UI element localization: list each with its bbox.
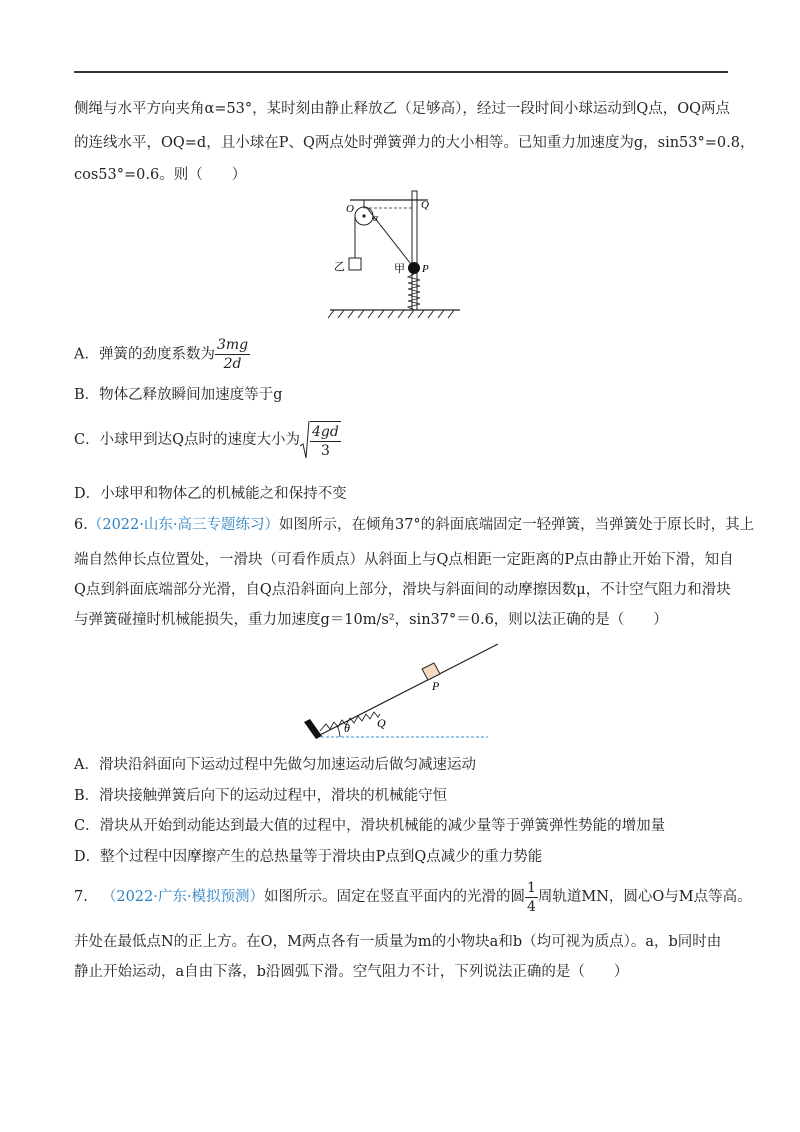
q6-option-c: C．滑块从开始到动能达到最大值的过程中，滑块机械能的减少量等于弹簧弹性势能的增加量 <box>74 818 666 834</box>
q6-line-2: 端自然伸长点位置处，一滑块（可看作质点）从斜面上与Q点相距一定距离的P点由静止开始下滑，知自 <box>74 552 734 568</box>
label-p: P <box>432 679 440 693</box>
q6-option-d: D．整个过程中因摩擦产生的总热量等于滑块由P点到Q点减少的重力势能 <box>74 849 543 865</box>
q6-text: 如图所示，在倾角37°的斜面底端固定一轻弹簧，当弹簧处于原长时，其上 <box>278 517 755 533</box>
frac-denominator: 4 <box>526 898 536 915</box>
q7-text-b: 周轨道MN，圆心O与M点等高。 <box>537 889 752 905</box>
q5-option-c <box>74 420 341 460</box>
q5-option-c-fraction <box>310 421 341 460</box>
q5-line-2: 的连线水平，OQ=d，且小球在P、Q两点处时弹簧弹力的大小相等。已知重力加速度为g，sin53°=0.8， <box>74 135 755 151</box>
frac-denominator: 3 <box>320 442 330 459</box>
q5-line-3: cos53°=0.6。则（ ） <box>74 167 247 183</box>
q6-number: 6. <box>74 517 88 533</box>
q5-option-a-text: A．弹簧的劲度系数为 <box>74 346 215 363</box>
frac-numerator: 1 <box>526 879 536 896</box>
label-o: O <box>346 203 354 215</box>
q5-figure <box>320 186 470 321</box>
q7-text-a: 如图所示。固定在竖直平面内的光滑的圆 <box>263 889 525 905</box>
q5-option-a-fraction <box>215 336 250 373</box>
q7-number: 7. <box>74 889 88 905</box>
sqrt-symbol <box>300 420 310 460</box>
label-theta: θ <box>344 721 350 735</box>
q5-option-b: B．物体乙释放瞬间加速度等于g <box>74 387 283 403</box>
q6-option-a: A．滑块沿斜面向下运动过程中先做匀加速运动后做匀减速运动 <box>74 757 476 773</box>
q7-fraction <box>525 879 538 916</box>
frac-denominator: 2d <box>223 356 242 372</box>
q6-line-3: Q点到斜面底端部分光滑，自Q点沿斜面向上部分，滑块与斜面间的动摩擦因数μ，不计空气阻力和滑块 <box>74 582 731 598</box>
q6-line-1 <box>74 515 754 535</box>
q5-option-c-text: C．小球甲到达Q点时的速度大小为 <box>74 432 300 448</box>
q7-source: （2022·广东·模拟预测） <box>101 889 264 905</box>
q7-line-3: 静止开始运动，a自由下落，b沿圆弧下滑。空气阻力不计，下列说法正确的是（ ） <box>74 964 629 980</box>
label-q: Q <box>377 716 386 730</box>
q5-line-1: 侧绳与水平方向夹角α=53°，某时刻由静止释放乙（足够高），经过一段时间小球运动到Q点，OQ两点 <box>74 101 731 117</box>
frac-numerator: 4gd <box>311 423 339 440</box>
q6-line-4: 与弹簧碰撞时机械能损失，重力加速度g＝10m/s²，sin37°＝0.6，则以法正确的是（ ） <box>74 612 668 628</box>
q6-source: （2022·山东·高三专题练习） <box>87 517 279 533</box>
label-jia: 甲 <box>394 263 405 275</box>
label-q: Q <box>421 199 429 211</box>
label-yi: 乙 <box>334 261 345 273</box>
label-alpha: α <box>373 213 379 224</box>
frac-numerator: 3mg <box>216 337 249 353</box>
q6-option-b: B．滑块接触弹簧后向下的运动过程中，滑块的机械能守恒 <box>74 788 448 804</box>
q7-line-2: 并处在最低点N的正上方。在O，M两点各有一质量为m的小物块a和b（均可视为质点）。a，b同时由 <box>74 934 722 950</box>
q5-option-a <box>74 336 250 373</box>
header-rule <box>74 71 728 73</box>
q5-option-d: D．小球甲和物体乙的机械能之和保持不变 <box>74 486 347 502</box>
label-p: P <box>422 263 429 275</box>
q6-figure <box>300 636 510 746</box>
q7-line-1 <box>74 877 752 917</box>
